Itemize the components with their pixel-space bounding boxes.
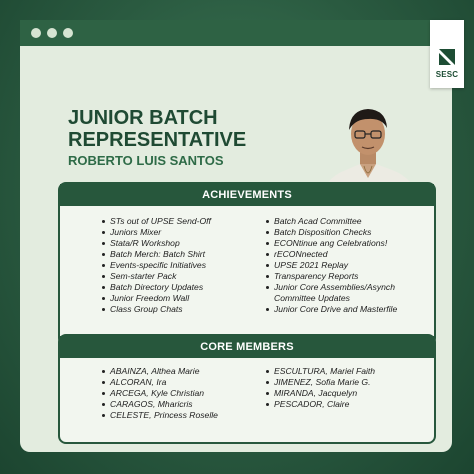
list-item: MIRANDA, Jacquelyn (266, 388, 434, 399)
list-item: ALCORAN, Ira (102, 377, 262, 388)
window-dot-icon (31, 28, 41, 38)
core-members-list-left (102, 366, 262, 421)
list-item: Junior Core Assemblies/Asynch (266, 282, 434, 293)
page-title (68, 107, 308, 151)
list-item: UPSE 2021 Replay (266, 260, 434, 271)
list-item: Events-specific Initiatives (102, 260, 262, 271)
achievements-list-left (102, 216, 262, 315)
list-item: Sem-starter Pack (102, 271, 262, 282)
list-item: Class Group Chats (102, 304, 262, 315)
list-item: PESCADOR, Claire (266, 399, 434, 410)
list-item: rECONnected (266, 249, 434, 260)
list-item-continuation: Committee Updates (274, 293, 350, 303)
list-item: Junior Freedom Wall (102, 293, 262, 304)
list-item: CELESTE, Princess Roselle (102, 410, 262, 421)
list-item: Stata/R Workshop (102, 238, 262, 249)
achievements-list-right (266, 216, 434, 315)
list-item: JIMENEZ, Sofia Marie G. (266, 377, 434, 388)
sesc-logo (430, 20, 464, 88)
list-item: ECONtinue ang Celebrations! (266, 238, 434, 249)
list-item: ABAINZA, Althea Marie (102, 366, 262, 377)
list-item: Batch Merch: Batch Shirt (102, 249, 262, 260)
list-item: CARAGOS, Mharicris (102, 399, 262, 410)
achievements-card (58, 182, 436, 346)
achievements-heading: ACHIEVEMENTS (60, 184, 434, 206)
window-dot-icon (63, 28, 73, 38)
list-item: Batch Acad Committee (266, 216, 434, 227)
list-item: Batch Directory Updates (102, 282, 262, 293)
core-members-heading: CORE MEMBERS (60, 336, 434, 358)
list-item: ESCULTURA, Mariel Faith (266, 366, 434, 377)
list-item: Juniors Mixer (102, 227, 262, 238)
title-line-1: JUNIOR BATCH (68, 107, 218, 129)
logo-text: SESC (435, 70, 459, 79)
sesc-logo-icon (439, 49, 455, 65)
window-dot-icon (47, 28, 57, 38)
window-titlebar (20, 20, 452, 46)
core-members-list-right (266, 366, 434, 410)
list-item: ARCEGA, Kyle Christian (102, 388, 262, 399)
list-item: Batch Disposition Checks (266, 227, 434, 238)
representative-name: ROBERTO LUIS SANTOS (68, 153, 224, 168)
title-line-2: REPRESENTATIVE (68, 129, 247, 151)
list-item: Junior Core Drive and Masterfile (266, 304, 434, 315)
list-item: Transparency Reports (266, 271, 434, 282)
core-members-card (58, 334, 436, 444)
poster-window (20, 20, 459, 452)
list-item: STs out of UPSE Send-Off (102, 216, 262, 227)
